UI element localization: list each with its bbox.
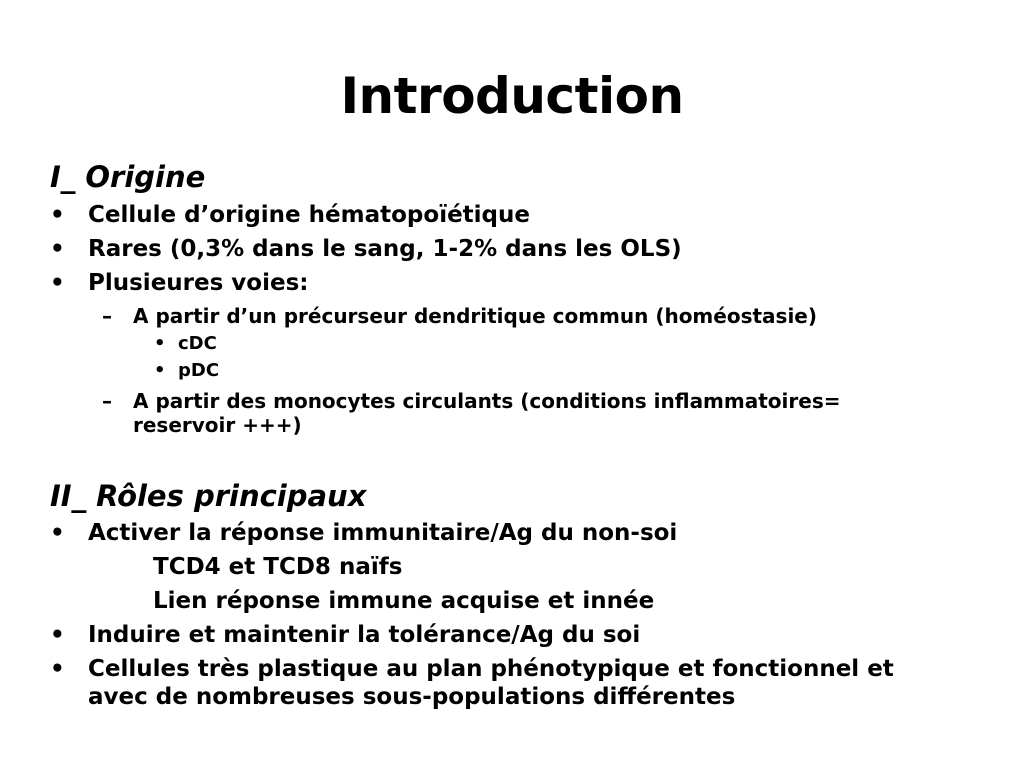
sub-item-text: A partir des monocytes circulants (conditions inflammatoires= bbox=[133, 389, 841, 413]
sub-item bbox=[0, 304, 1024, 328]
sub-sub-item-text: pDC bbox=[178, 360, 220, 381]
bullet-marker: • bbox=[50, 202, 65, 228]
bullet-marker: • bbox=[50, 236, 65, 262]
sub-item-text: reservoir +++) bbox=[133, 413, 302, 437]
bullet-item bbox=[0, 201, 1024, 229]
section-heading-origine: I_ Origine bbox=[50, 160, 206, 194]
bullet-marker: • bbox=[50, 270, 65, 296]
bullet-item bbox=[0, 621, 1024, 649]
sub-item bbox=[0, 389, 1024, 413]
bullet-continuation bbox=[0, 683, 1024, 711]
bullet-item bbox=[0, 235, 1024, 263]
bullet-marker: • bbox=[50, 520, 65, 546]
bullet-item bbox=[0, 519, 1024, 547]
sub-sub-item bbox=[0, 333, 1024, 355]
small-bullet-marker: • bbox=[154, 360, 166, 381]
bullet-text: Plusieures voies: bbox=[88, 270, 309, 296]
continuation-line bbox=[0, 553, 1024, 581]
bullet-text: Cellules très plastique au plan phénotypique et fonctionnel et bbox=[88, 656, 894, 682]
sub-item-continuation bbox=[0, 413, 1024, 437]
continuation-text: Lien réponse immune acquise et innée bbox=[153, 588, 655, 614]
bullet-text: avec de nombreuses sous-populations différentes bbox=[88, 684, 736, 710]
bullet-text: Induire et maintenir la tolérance/Ag du soi bbox=[88, 622, 641, 648]
small-bullet-marker: • bbox=[154, 333, 166, 354]
dash-marker: – bbox=[102, 389, 112, 413]
sub-sub-item-text: cDC bbox=[178, 333, 217, 354]
sub-item-text: A partir d’un précurseur dendritique commun (homéostasie) bbox=[133, 304, 818, 328]
bullet-marker: • bbox=[50, 622, 65, 648]
section-heading-roles: II_ Rôles principaux bbox=[50, 479, 367, 513]
slide-title: Introduction bbox=[340, 67, 684, 125]
bullet-text: Rares (0,3% dans le sang, 1-2% dans les OLS) bbox=[88, 236, 682, 262]
bullet-text: Activer la réponse immunitaire/Ag du non-soi bbox=[88, 520, 678, 546]
bullet-item bbox=[0, 269, 1024, 297]
bullet-text: Cellule d’origine hématopoïétique bbox=[88, 202, 530, 228]
dash-marker: – bbox=[102, 304, 112, 328]
continuation-line bbox=[0, 587, 1024, 615]
bullet-item bbox=[0, 655, 1024, 683]
sub-sub-item bbox=[0, 360, 1024, 382]
continuation-text: TCD4 et TCD8 naïfs bbox=[153, 554, 403, 580]
bullet-marker: • bbox=[50, 656, 65, 682]
